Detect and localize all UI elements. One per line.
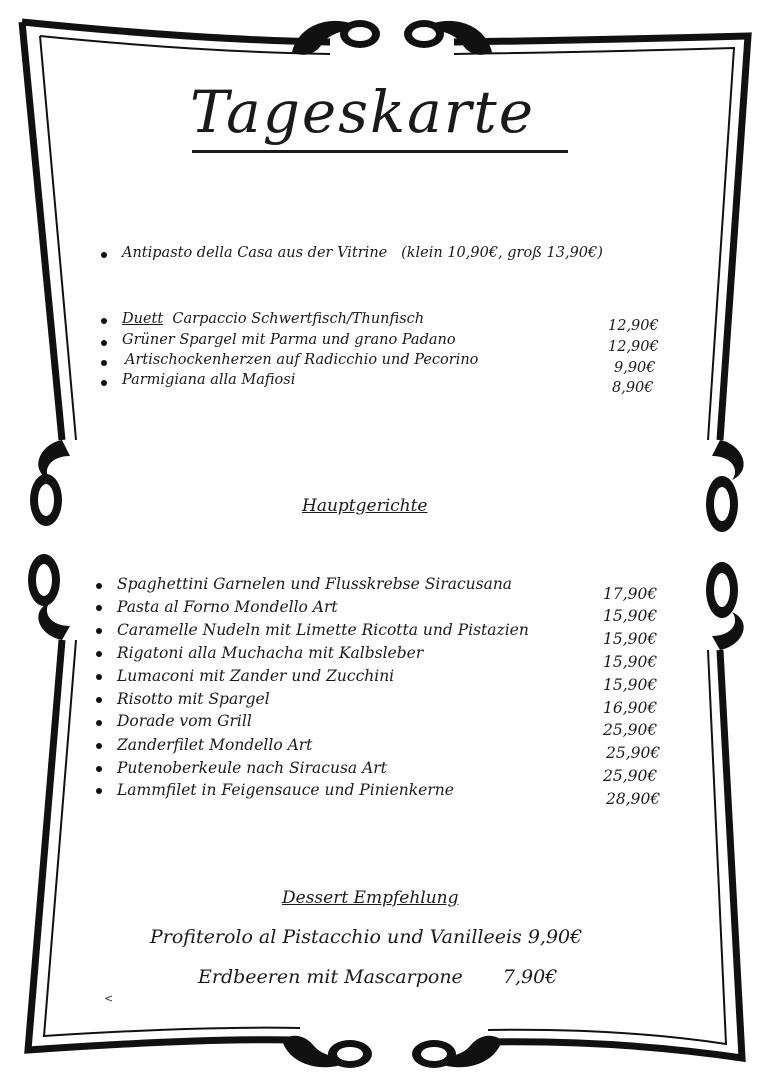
starter-name: Grüner Spargel mit Parma und grano Padano [122,332,456,348]
starter-name: Artischockenherzen auf Radicchio und Pecorino [125,352,479,368]
dessert-item [150,926,582,948]
page-title: Tageskarte [190,78,536,146]
dessert-item [198,966,557,988]
bullet [101,252,107,258]
bullet [96,651,102,657]
bullet [96,583,102,589]
bullet [96,766,102,772]
main-price: 15,90€ [603,607,658,625]
bullet [101,380,107,386]
starter-prefix: Duett [122,311,164,327]
section-heading-dessert: Dessert Empfehlung [282,888,459,908]
antipasto-text: Antipasto della Casa aus der Vitrine [122,245,388,261]
bullet [96,605,102,611]
starter-price: 12,90€ [608,318,659,334]
main-price: 17,90€ [603,585,658,603]
bullet [101,318,107,324]
bullet [101,360,107,366]
stray-mark: < [104,992,114,1005]
main-price: 16,90€ [603,699,658,717]
bullet [96,743,102,749]
starter-price: 12,90€ [608,339,659,355]
main-price: 25,90€ [603,721,658,739]
starter-name: Parmigiana alla Mafiosi [122,372,296,388]
main-name: Lammfilet in Feigensauce und Pinienkerne [117,781,454,799]
main-price: 15,90€ [603,653,658,671]
dessert-name: Erdbeeren mit Mascarpone [198,966,463,988]
dessert-price: 7,90€ [502,966,558,988]
main-name: Dorade vom Grill [117,712,252,730]
main-name: Rigatoni alla Muchacha mit Kalbsleber [117,644,424,662]
starter-price: 9,90€ [614,360,656,376]
starter-price: 8,90€ [612,380,654,396]
main-price: 15,90€ [603,630,658,648]
antipasto-prices: (klein 10,90€, groß 13,90€) [401,245,603,261]
bullet [96,674,102,680]
main-price: 15,90€ [603,676,658,694]
bullet [96,697,102,703]
bullet [96,788,102,794]
main-name: Putenoberkeule nach Siracusa Art [117,759,387,777]
bullet [101,340,107,346]
main-price: 25,90€ [606,744,661,762]
antipasto-item [122,245,603,261]
main-price: 28,90€ [606,790,661,808]
main-name: Lumaconi mit Zander und Zucchini [117,667,395,685]
title-underline [192,150,568,153]
main-name: Zanderfilet Mondello Art [117,736,313,754]
starter-name: Carpaccio Schwertfisch/Thunfisch [172,311,425,327]
dessert-name: Profiterolo al Pistacchio und Vanilleeis [150,926,522,948]
bullet [96,628,102,634]
main-name: Pasta al Forno Mondello Art [117,598,338,616]
main-price: 25,90€ [603,767,658,785]
main-name: Spaghettini Garnelen und Flusskrebse Siracusana [117,575,513,593]
starter-item [122,311,424,327]
bullet [96,720,102,726]
section-heading-main: Hauptgerichte [302,496,428,516]
main-name: Risotto mit Spargel [117,690,270,708]
main-name: Caramelle Nudeln mit Limette Ricotta und Pistazien [117,621,529,639]
dessert-price: 9,90€ [527,926,583,948]
